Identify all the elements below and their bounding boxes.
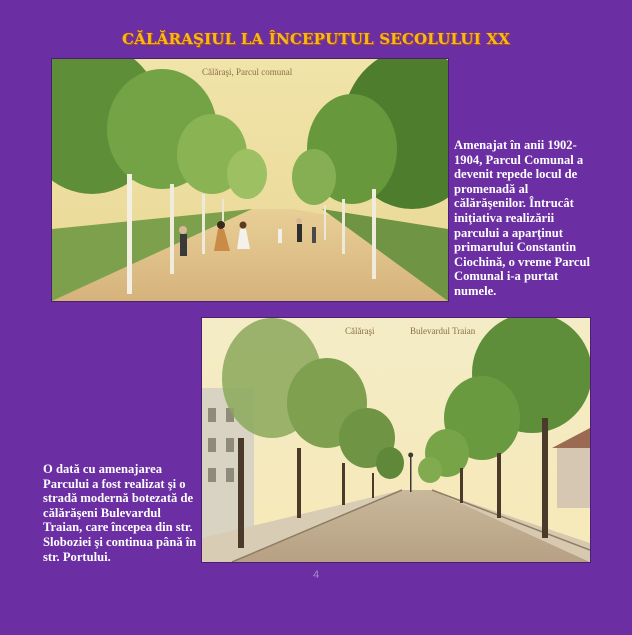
- park-illustration: [52, 59, 448, 301]
- postcard-label-street: Bulevardul Traian: [410, 326, 476, 336]
- park-description: Amenajat în anii 1902- 1904, Parcul Comunal a devenit repede locul de promenadă al călărăşenilor. Întrucât iniţiativa realizării parcului a aparţinut primarului Constantin Ciochină, o vreme Parcul Comunal i-a purtat numele.: [454, 138, 590, 298]
- postcard-label-city: Călăraşi: [345, 326, 375, 336]
- boulevard-description: O dată cu amenajarea Parcului a fost realizat şi o stradă modernă botezată de călărăşeni Bulevardul Traian, care începea din str. Sloboziei şi continua până în str. Portului.: [43, 462, 197, 564]
- postcard-photo-boulevard: [201, 317, 591, 563]
- postcard-photo-park: [51, 58, 449, 302]
- postcard-label-park: Călăraşi, Parcul comunal: [202, 67, 293, 77]
- slide-title: CĂLĂRAŞIUL LA ÎNCEPUTUL SECOLULUI XX: [121, 30, 511, 48]
- page-number: 4: [312, 569, 320, 581]
- boulevard-illustration: [202, 318, 590, 562]
